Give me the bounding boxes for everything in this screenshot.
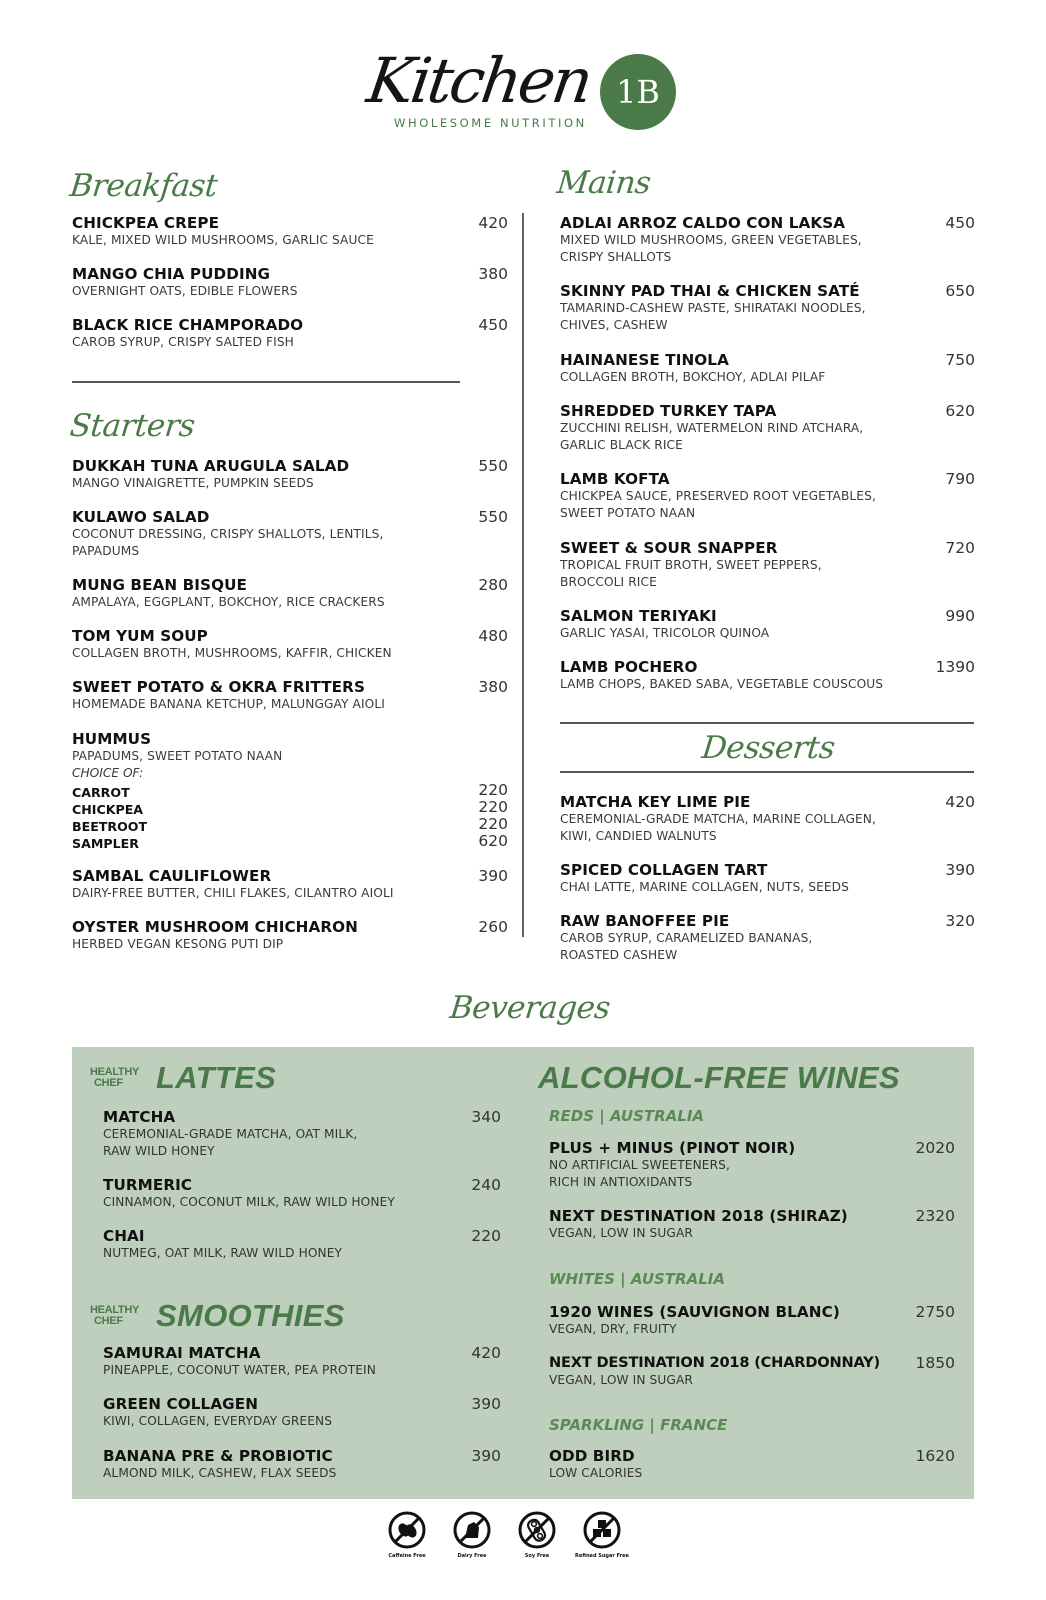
item-desc: CHAI LATTE, MARINE COLLAGEN, NUTS, SEEDS [560,880,849,894]
menu-item [103,1395,501,1430]
wines-heading: ALCOHOL-FREE WINES [538,1060,900,1095]
item-name: MANGO CHIA PUDDING [72,265,271,283]
menu-item [549,1303,955,1338]
item-desc: GARLIC YASAI, TRICOLOR QUINOA [560,626,770,640]
menu-item [72,457,508,492]
item-desc: CAROB SYRUP, CRISPY SALTED FISH [72,335,294,349]
kitchen-1b-logo [362,44,680,144]
menu-item-hummus [72,730,508,850]
diet-label: Dairy Free [457,1553,487,1559]
choice-option [72,833,508,850]
column-divider [522,213,524,937]
menu-item [560,470,975,522]
section-title-starters: Starters [68,408,197,444]
menu-item [560,607,975,642]
dairy-free-icon [452,1510,492,1550]
choice-price: 220 [478,798,508,816]
diet-badge-dairy-free [439,1510,505,1560]
beverages-panel [72,1047,974,1499]
choice-price: 620 [478,832,508,850]
item-price: 240 [471,1176,501,1194]
item-name: MATCHA [103,1108,176,1126]
item-desc: AMPALAYA, EGGPLANT, BOKCHOY, RICE CRACKERS [72,595,385,609]
logo-wordmark: Kitchen [362,44,595,117]
item-desc: NO ARTIFICIAL SWEETENERS, RICH IN ANTIOXIDANTS [549,1158,730,1189]
item-name: 1920 WINES (SAUVIGNON BLANC) [549,1303,840,1321]
section-divider [72,381,460,383]
item-desc: HERBED VEGAN KESONG PUTI DIP [72,937,284,951]
menu-item [72,678,508,713]
logo-tagline: WHOLESOME NUTRITION [394,116,587,130]
menu-item [72,316,508,351]
wine-group-label: REDS | AUSTRALIA [549,1107,705,1125]
item-price: 450 [945,214,975,232]
menu-item [549,1139,955,1191]
soy-free-icon [517,1510,557,1550]
choice-option [72,782,508,799]
item-name: NEXT DESTINATION 2018 (SHIRAZ) [549,1207,848,1225]
choice-name: CARROT [72,785,130,800]
menu-item [549,1447,955,1482]
menu-item [560,282,975,334]
item-desc: CAROB SYRUP, CARAMELIZED BANANAS, ROASTED CASHEW [560,931,813,962]
item-name: LAMB POCHERO [560,658,698,676]
choice-name: BEETROOT [72,819,148,834]
item-name: KULAWO SALAD [72,508,210,526]
item-desc: VEGAN, DRY, FRUITY [549,1322,677,1336]
item-desc: NUTMEG, OAT MILK, RAW WILD HONEY [103,1246,343,1260]
menu-item [72,867,508,902]
choice-price: 220 [478,781,508,799]
section-title-beverages: Beverages [448,990,612,1026]
item-desc: CEREMONIAL-GRADE MATCHA, OAT MILK, RAW WILD HONEY [103,1127,358,1158]
section-title-breakfast: Breakfast [68,168,219,204]
item-price: 380 [478,678,508,696]
item-name: HUMMUS [72,730,152,748]
menu-item [103,1344,501,1379]
item-price: 790 [945,470,975,488]
item-price: 380 [478,265,508,283]
item-desc: COLLAGEN BROTH, BOKCHOY, ADLAI PILAF [560,370,826,384]
menu-item [103,1227,501,1262]
item-name: LAMB KOFTA [560,470,670,488]
item-price: 390 [471,1447,501,1465]
item-desc: CEREMONIAL-GRADE MATCHA, MARINE COLLAGEN, KIWI, CANDIED WALNUTS [560,812,876,843]
item-price: 390 [945,861,975,879]
menu-item [560,912,975,964]
diet-label: Soy Free [524,1553,550,1559]
item-name: RAW BANOFFEE PIE [560,912,730,930]
menu-item [549,1207,955,1242]
item-name: CHAI [103,1227,145,1245]
item-desc: ZUCCHINI RELISH, WATERMELON RIND ATCHARA, GARLIC BLACK RICE [560,421,864,452]
item-price: 1620 [915,1447,955,1465]
item-name: SAMBAL CAULIFLOWER [72,867,272,885]
logo-badge: 1B [600,54,676,130]
diet-badge-soy-free [504,1510,570,1560]
healthy-chef-badge [90,1067,139,1089]
item-desc: KIWI, COLLAGEN, EVERYDAY GREENS [103,1414,333,1428]
diet-badge-refined-sugar-free [569,1510,635,1560]
item-price: 620 [945,402,975,420]
item-price: 390 [478,867,508,885]
diet-badge-caffeine-free [374,1510,440,1560]
item-name: HAINANESE TINOLA [560,351,729,369]
item-desc: PAPADUMS, SWEET POTATO NAAN [72,749,283,763]
section-divider [560,771,974,773]
item-desc: VEGAN, LOW IN SUGAR [549,1226,693,1240]
menu-item [72,214,508,249]
item-price: 480 [478,627,508,645]
wine-group-label: SPARKLING | FRANCE [549,1416,728,1434]
healthy-chef-line1: HEALTHY [90,1066,140,1078]
item-price: 650 [945,282,975,300]
item-name: DUKKAH TUNA ARUGULA SALAD [72,457,350,475]
item-price: 220 [471,1227,501,1245]
item-desc: VEGAN, LOW IN SUGAR [549,1373,693,1387]
item-name: CHICKPEA CREPE [72,214,220,232]
choice-name: CHICKPEA [72,802,144,817]
item-price: 420 [478,214,508,232]
menu-item [72,508,508,560]
item-name: TURMERIC [103,1176,193,1194]
item-price: 2320 [915,1207,955,1225]
menu-item [103,1176,501,1211]
item-price: 720 [945,539,975,557]
item-price: 990 [945,607,975,625]
item-desc: TROPICAL FRUIT BROTH, SWEET PEPPERS, BROCCOLI RICE [560,558,822,589]
choice-name: SAMPLER [72,836,139,851]
menu-item [560,658,975,693]
menu-item [72,918,508,953]
item-name: NEXT DESTINATION 2018 (CHARDONNAY) [549,1354,881,1371]
menu-item [560,214,975,266]
item-name: TOM YUM SOUP [72,627,208,645]
item-desc: COCONUT DRESSING, CRISPY SHALLOTS, LENTILS, PAPADUMS [72,527,384,558]
item-name: GREEN COLLAGEN [103,1395,259,1413]
item-name: PLUS + MINUS (PINOT NOIR) [549,1139,796,1157]
healthy-chef-line2: CHEF [94,1077,123,1089]
menu-item [72,265,508,300]
healthy-chef-badge [90,1305,139,1327]
item-name: SAMURAI MATCHA [103,1344,261,1362]
item-name: BLACK RICE CHAMPORADO [72,316,304,334]
diet-label: Refined Sugar Free [575,1553,629,1559]
choice-option [72,799,508,816]
menu-item [560,351,975,386]
lattes-heading: LATTES [156,1060,277,1095]
item-price: 280 [478,576,508,594]
item-price: 550 [478,457,508,475]
item-name: MUNG BEAN BISQUE [72,576,247,594]
item-price: 320 [945,912,975,930]
menu-item [103,1447,501,1482]
item-desc: LAMB CHOPS, BAKED SABA, VEGETABLE COUSCOUS [560,677,884,691]
section-title-mains: Mains [555,165,653,201]
item-desc: ALMOND MILK, CASHEW, FLAX SEEDS [103,1466,337,1480]
item-desc: MIXED WILD MUSHROOMS, GREEN VEGETABLES, CRISPY SHALLOTS [560,233,862,264]
healthy-chef-line2: CHEF [94,1315,123,1327]
smoothies-heading: SMOOTHIES [156,1298,345,1333]
item-name: BANANA PRE & PROBIOTIC [103,1447,333,1465]
item-desc: DAIRY-FREE BUTTER, CHILI FLAKES, CILANTRO AIOLI [72,886,394,900]
menu-item [549,1354,955,1389]
menu-item [72,576,508,611]
item-price: 1390 [935,658,975,676]
section-title-desserts: Desserts [700,730,837,766]
item-desc: OVERNIGHT OATS, EDIBLE FLOWERS [72,284,298,298]
item-desc: CHICKPEA SAUCE, PRESERVED ROOT VEGETABLES, SWEET POTATO NAAN [560,489,876,520]
item-price: 550 [478,508,508,526]
item-desc: MANGO VINAIGRETTE, PUMPKIN SEEDS [72,476,314,490]
menu-item [560,861,975,896]
healthy-chef-line1: HEALTHY [90,1304,140,1316]
item-price: 750 [945,351,975,369]
item-name: OYSTER MUSHROOM CHICHARON [72,918,358,936]
item-name: SWEET & SOUR SNAPPER [560,539,778,557]
menu-item [560,402,975,454]
item-name: SALMON TERIYAKI [560,607,717,625]
item-desc: TAMARIND-CASHEW PASTE, SHIRATAKI NOODLES, CHIVES, CASHEW [560,301,866,332]
item-name: SWEET POTATO & OKRA FRITTERS [72,678,365,696]
menu-item [103,1108,501,1160]
item-price: 420 [471,1344,501,1362]
caffeine-free-icon [387,1510,427,1550]
item-price: 1850 [915,1354,955,1372]
choice-price: 220 [478,815,508,833]
item-price: 2020 [915,1139,955,1157]
item-desc: LOW CALORIES [549,1466,643,1480]
menu-item [560,539,975,591]
item-desc: CINNAMON, COCONUT MILK, RAW WILD HONEY [103,1195,395,1209]
choice-label: CHOICE OF: [72,766,144,780]
item-price: 450 [478,316,508,334]
item-desc: COLLAGEN BROTH, MUSHROOMS, KAFFIR, CHICKEN [72,646,392,660]
item-name: SKINNY PAD THAI & CHICKEN SATÉ [560,282,860,300]
item-name: SHREDDED TURKEY TAPA [560,402,777,420]
refined-sugar-free-icon [582,1510,622,1550]
diet-label: Caffeine Free [388,1553,426,1559]
choice-option [72,816,508,833]
item-name: MATCHA KEY LIME PIE [560,793,751,811]
item-name: ADLAI ARROZ CALDO CON LAKSA [560,214,846,232]
item-price: 2750 [915,1303,955,1321]
menu-item [72,627,508,662]
menu-item [560,793,975,845]
item-price: 390 [471,1395,501,1413]
item-price: 260 [478,918,508,936]
section-divider [560,722,974,724]
item-name: SPICED COLLAGEN TART [560,861,768,879]
item-name: ODD BIRD [549,1447,635,1465]
item-desc: PINEAPPLE, COCONUT WATER, PEA PROTEIN [103,1363,376,1377]
item-desc: HOMEMADE BANANA KETCHUP, MALUNGGAY AIOLI [72,697,385,711]
item-desc: KALE, MIXED WILD MUSHROOMS, GARLIC SAUCE [72,233,374,247]
wine-group-label: WHITES | AUSTRALIA [549,1270,725,1288]
item-price: 420 [945,793,975,811]
item-price: 340 [471,1108,501,1126]
